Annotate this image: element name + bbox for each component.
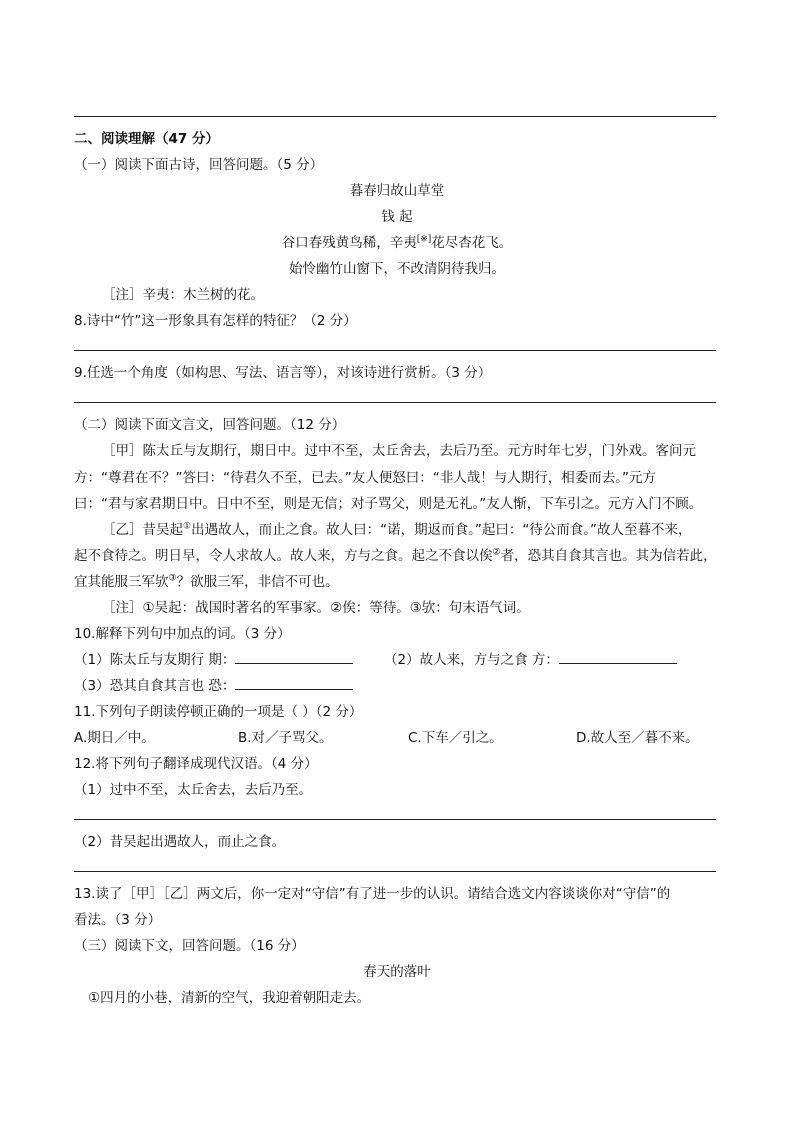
answer-line-q9[interactable] xyxy=(74,402,716,403)
q10-blank-1[interactable] xyxy=(235,649,353,664)
poem-line-1-end: 花尽杏花飞。 xyxy=(431,235,513,251)
jia-line-2: 方：“尊君在不？”答曰：“待君久不至，已去。”友人便怒曰：“非人哉！与人期行，相委而去。”元方 xyxy=(74,470,656,486)
q10-item-1-label: （1）陈太丘与友期行 期： xyxy=(74,652,236,668)
question-9: 9.任选一个角度（如构思、写法、语言等），对该诗进行赏析。（3 分） xyxy=(74,365,492,381)
part2-note: ［注］①吴起：战国时著名的军事家。②俟：等待。③欤：句末语气词。 xyxy=(102,600,530,616)
jia-line-1: ［甲］陈太丘与友期行，期日中。过中不至，太丘舍去，去后乃至。元方时年七岁，门外戏。客问元 xyxy=(102,443,696,459)
yi-line-1 xyxy=(102,518,692,538)
poem-line-1 xyxy=(0,231,794,251)
yi-line-1-a: ［乙］昔吴起 xyxy=(102,522,183,538)
yi-line-3 xyxy=(74,570,339,590)
q10-item-2 xyxy=(384,648,677,668)
answer-line-q12-1[interactable] xyxy=(74,819,716,820)
q11-option-d[interactable]: D.故人至／暮不来。 xyxy=(576,730,699,746)
yi-line-2-a: 起不食待之。明日早，令人求故人。故人来，方与之食。起之不食以俟 xyxy=(74,548,493,564)
q10-blank-2[interactable] xyxy=(559,649,677,664)
q10-blank-3[interactable] xyxy=(235,675,353,690)
question-13-line-1: 13.读了［甲］［乙］两文后，你一定对“守信”有了进一步的认识。请结合选文内容谈谈你对“守信”的 xyxy=(74,886,671,902)
yi-mark-2: ② xyxy=(492,547,501,558)
q10-item-3-label: （3）恐其自食其言也 恐： xyxy=(74,678,236,694)
q10-item-3 xyxy=(74,674,353,694)
part1-heading: （一）阅读下面古诗，回答问题。（5 分） xyxy=(74,157,324,173)
poem-line-2: 始怜幽竹山窗下，不改清阴待我归。 xyxy=(289,261,505,277)
answer-line-q8[interactable] xyxy=(74,350,716,351)
yi-mark-3: ③ xyxy=(168,573,177,584)
jia-line-3: 曰：“君与家君期日中。日中不至，则是无信；对子骂父，则是无礼。”友人惭，下车引之。元方入门不顾。 xyxy=(74,496,703,512)
part3-heading: （三）阅读下文，回答问题。（16 分） xyxy=(74,938,305,954)
yi-line-2 xyxy=(74,544,717,564)
poem-line-1-start: 谷口春残黄鸟稀，辛夷 xyxy=(281,235,417,251)
part2-heading: （二）阅读下面文言文，回答问题。（12 分） xyxy=(74,417,346,433)
yi-line-3-a: 宜其能服三军欤 xyxy=(74,574,169,590)
yi-line-1-b: 出遇故人，而止之食。故人曰：“诺，期返而食。”起曰：“待公而食。”故人至暮不来， xyxy=(191,522,692,538)
yi-line-2-b: 者，恐其自食其言也。其为信若此， xyxy=(500,548,717,564)
question-10: 10.解释下列句中加点的词。（3 分） xyxy=(74,626,291,642)
q10-item-2-label: （2）故人来，方与之食 方： xyxy=(384,652,559,668)
poem-title: 暮春归故山草堂 xyxy=(349,183,445,199)
question-11: 11.下列句子朗读停顿正确的一项是（ ）（2 分） xyxy=(74,704,363,720)
q12-item-1: （1）过中不至，太丘舍去，去后乃至。 xyxy=(74,782,313,798)
poem-note-mark: [※] xyxy=(416,234,432,245)
yi-line-3-b: ？欲服三军，非信不可也。 xyxy=(176,574,339,590)
poem-author: 钱 起 xyxy=(381,209,413,225)
q11-option-c[interactable]: C.下车／引之。 xyxy=(408,730,503,746)
article-title: 春天的落叶 xyxy=(363,964,431,980)
question-8: 8.诗中“竹”这一形象具有怎样的特征？（2 分） xyxy=(74,313,357,329)
question-13-line-2: 看法。（3 分） xyxy=(74,912,162,928)
poem-note: ［注］辛夷：木兰树的花。 xyxy=(102,287,264,303)
question-12: 12.将下列句子翻译成现代汉语。（4 分） xyxy=(74,756,318,772)
q12-item-2: （2）昔吴起出遇故人，而止之食。 xyxy=(74,834,286,850)
yi-mark-1: ① xyxy=(183,521,192,532)
answer-line-q12-2[interactable] xyxy=(74,871,716,872)
top-divider xyxy=(74,116,716,117)
q11-option-b[interactable]: B.对／子骂父。 xyxy=(238,730,333,746)
article-paragraph-1: ①四月的小巷，清新的空气，我迎着朝阳走去。 xyxy=(88,990,371,1006)
section-title: 二、阅读理解（47 分） xyxy=(74,131,219,147)
q11-option-a[interactable]: A.期日／中。 xyxy=(74,730,155,746)
q10-item-1 xyxy=(74,648,353,668)
